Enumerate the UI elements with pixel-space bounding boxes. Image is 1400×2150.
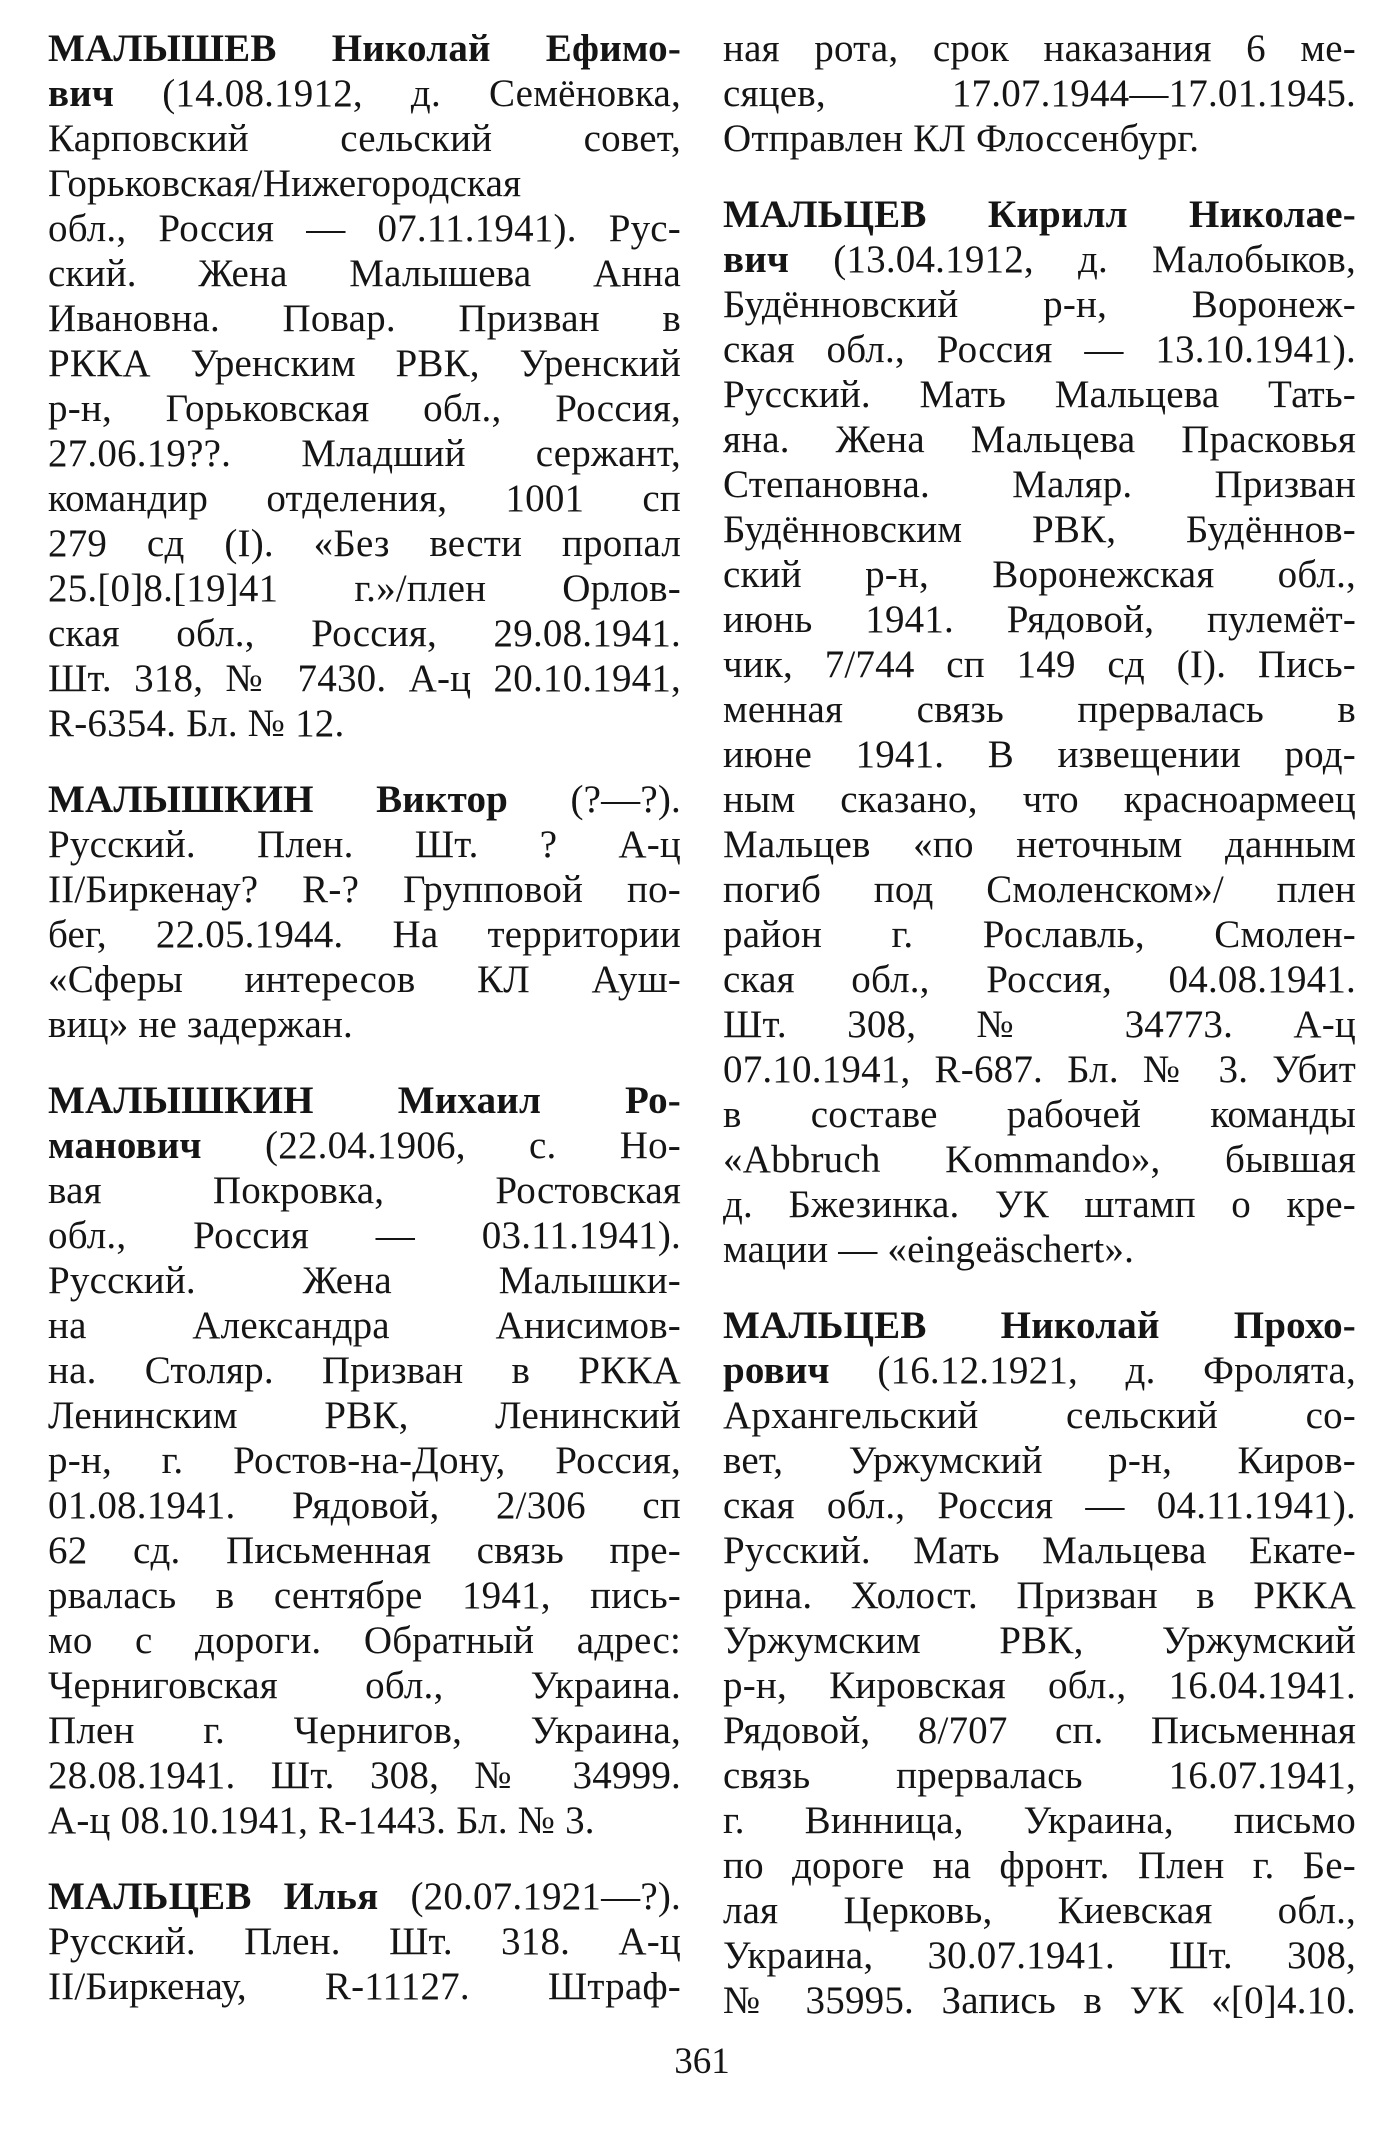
entry-head: рович [723,1349,830,1392]
entry-line: обл., Россия — 07.11.1941). Рус- [48,207,681,250]
entry-line: А-ц 08.10.1941, R-1443. Бл. № 3. [48,1799,595,1842]
entry-line [48,1078,681,1123]
page-number: 361 [674,2041,730,2082]
entry-line-text: (20.07.1921—?). [378,1875,681,1918]
entry-line: г. Винница, Украина, письмо [723,1799,1356,1842]
entry-line: Украина, 30.07.1941. Шт. 308, [723,1934,1356,1977]
entry-line: обл., Россия — 03.11.1941). [48,1214,681,1257]
entry-line: р-н, Горьковская обл., Россия, [48,387,681,430]
entry-line: Отправлен КЛ Флоссенбург. [723,117,1200,160]
entry-line: II/Биркенау, R-11127. Штраф- [48,1965,681,2008]
entry-line-text: (?—?). [508,778,681,821]
entry-head: МАЛЬЦЕВ Кирилл Николае- [723,193,1356,236]
entry-line: ский. Жена Малышева Анна [48,252,681,295]
entry-line: № 35995. Запись в УК «[0]4.10. [723,1979,1356,2022]
entry-line: Русский. Плен. Шт. 318. А-ц [48,1920,681,1963]
entry-line: ская обл., Россия, 29.08.1941. [48,612,681,655]
entry-line: вая Покровка, Ростовская [48,1169,681,1212]
entry-line: ная рота, срок наказания 6 ме- [723,27,1356,70]
entry-line: «Abbruch Kommando», бывшая [723,1138,1356,1181]
entry-line: 279 сд (I). «Без вести пропал [48,522,681,565]
entry-line: ская обл., Россия — 13.10.1941). [723,328,1356,371]
entry-line: Рядовой, 8/707 сп. Письменная [723,1709,1356,1752]
entry-line: Ивановна. Повар. Призван в [48,297,681,340]
text-columns [48,26,1356,2023]
entry-head: МАЛЫШЕВ Николай Ефимо- [48,27,681,70]
entry-line: виц» не задержан. [48,1003,353,1046]
entry-line: Черниговская обл., Украина. [48,1664,681,1707]
entry-line: Русский. Жена Малышки- [48,1259,681,1302]
entry-line: Будённовский р-н, Воронеж- [723,283,1356,326]
entry-line: РККА Уренским РВК, Уренский [48,342,681,385]
entry-line: июнь 1941. Рядовой, пулемёт- [723,598,1356,641]
entry-line [48,71,681,116]
entry-line: яна. Жена Мальцева Прасковья [723,418,1356,461]
entry-line [723,237,1356,282]
entry-line: р-н, г. Ростов-на-Дону, Россия, [48,1439,681,1482]
entry-line: мо с дороги. Обратный адрес: [48,1619,681,1662]
entry-line: командир отделения, 1001 сп [48,477,681,520]
entry-line: Ленинским РВК, Ленинский [48,1394,681,1437]
entry-line: R-6354. Бл. № 12. [48,702,345,745]
entry-line: вет, Уржумский р-н, Киров- [723,1439,1356,1482]
entry-line: менная связь прервалась в [723,688,1356,731]
entry-line: на. Столяр. Призван в РККА [48,1349,681,1392]
entry-line: Плен г. Чернигов, Украина, [48,1709,681,1752]
entry-line: в составе рабочей команды [723,1093,1356,1136]
entry-line [48,26,681,71]
entry-line: район г. Рославль, Смолен- [723,913,1356,956]
right-column [723,26,1356,2023]
entry-line [723,192,1356,237]
entry-line: Степановна. Маляр. Призван [723,463,1356,506]
entry-head: МАЛЬЦЕВ Илья [48,1875,379,1918]
entry-line-text: (14.08.1912, д. Семёновка, [114,72,681,115]
entry-line: Русский. Мать Мальцева Екате- [723,1529,1356,1572]
entry-line: Архангельский сельский со- [723,1394,1356,1437]
entry-line: Будённовским РВК, Будённов- [723,508,1356,551]
entry-line: 25.[0]8.[19]41 г.»/плен Орлов- [48,567,681,610]
entry-line: Мальцев «по неточным данным [723,823,1356,866]
entry-line: ным сказано, что красноармеец [723,778,1356,821]
entry-malyshev-nikolay-efimovich [48,26,681,746]
entry-line [723,1348,1356,1393]
entry-head: вич [723,238,790,281]
entry-line: Уржумским РВК, Уржумский [723,1619,1356,1662]
entry-head: вич [48,72,115,115]
entry-line: 01.08.1941. Рядовой, 2/306 сп [48,1484,681,1527]
entry-line: на Александра Анисимов- [48,1304,681,1347]
entry-malyshkin-viktor [48,777,681,1047]
entry-line: бег, 22.05.1944. На территории [48,913,681,956]
entry-line: р-н, Кировская обл., 16.04.1941. [723,1664,1356,1707]
entry-line: рвалась в сентябре 1941, пись- [48,1574,681,1617]
entry-line: ская обл., Россия — 04.11.1941). [723,1484,1356,1527]
entry-line-text: (22.04.1906, с. Но- [201,1124,681,1167]
entry-head: МАЛЫШКИН Виктор [48,778,509,821]
entry-line: 28.08.1941. Шт. 308, № 34999. [48,1754,681,1797]
entry-line-text: (13.04.1912, д. Малобыков, [789,238,1356,281]
entry-line: погиб под Смоленском»/ плен [723,868,1356,911]
entry-line: связь прервалась 16.07.1941, [723,1754,1356,1797]
entry-maltsev-kirill-nikolaevich [723,192,1356,1272]
entry-maltsev-ilya [48,1874,681,2009]
entry-line: рина. Холост. Призван в РККА [723,1574,1356,1617]
entry-line-text: (16.12.1921, д. Фролята, [829,1349,1356,1392]
entry-line: чик, 7/744 сп 149 сд (I). Пись- [723,643,1356,686]
entry-line: ский р-н, Воронежская обл., [723,553,1356,596]
entry-line: 27.06.19??. Младший сержант, [48,432,681,475]
entry-line: ская обл., Россия, 04.08.1941. [723,958,1356,1001]
entry-line: сяцев, 17.07.1944—17.01.1945. [723,72,1356,115]
entry-line: Шт. 308, № 34773. А-ц [723,1003,1356,1046]
entry-line [48,1123,681,1168]
entry-line [48,777,681,822]
entry-line [48,1874,681,1919]
entry-line: Горьковская/Нижегородская [48,162,522,205]
entry-maltsev-ilya-continuation [723,26,1356,161]
entry-line: Карповский сельский совет, [48,117,681,160]
entry-line: июне 1941. В извещении род- [723,733,1356,776]
entry-head: МАЛЬЦЕВ Николай Прохо- [723,1304,1356,1347]
entry-malyshkin-mikhail-romanovich [48,1078,681,1843]
entry-head: манович [48,1124,202,1167]
entry-line: мации — «eingeäschert». [723,1228,1135,1271]
entry-line: Шт. 318, № 7430. А-ц 20.10.1941, [48,657,681,700]
entry-line: Русский. Плен. Шт. ? А-ц [48,823,681,866]
entry-line: лая Церковь, Киевская обл., [723,1889,1356,1932]
entry-line: «Сферы интересов КЛ Ауш- [48,958,681,1001]
entry-line: д. Бжезинка. УК штамп о кре- [723,1183,1356,1226]
entry-head: МАЛЫШКИН Михаил Ро- [48,1079,681,1122]
entry-maltsev-nikolay-prokhorovich [723,1303,1356,2023]
entry-line: 07.10.1941, R-687. Бл. № 3. Убит [723,1048,1356,1091]
entry-line: II/Биркенау? R-? Групповой по- [48,868,681,911]
left-column [48,26,681,2023]
entry-line: Русский. Мать Мальцева Тать- [723,373,1356,416]
entry-line [723,1303,1356,1348]
entry-line: по дороге на фронт. Плен г. Бе- [723,1844,1356,1887]
entry-line: 62 сд. Письменная связь пре- [48,1529,681,1572]
